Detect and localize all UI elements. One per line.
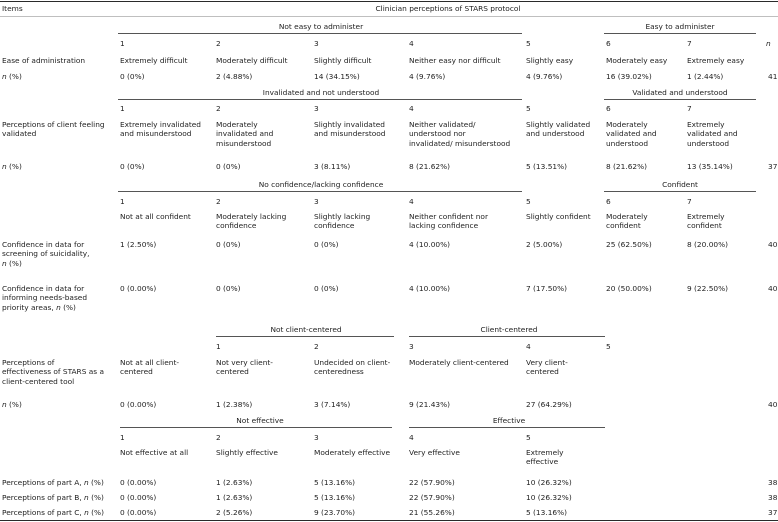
cc-group-left-rule: [216, 336, 394, 337]
eff-part-b-label: Perceptions of part B, n (%): [2, 493, 104, 502]
confidence-group-right-rule: [604, 191, 756, 192]
validated-scale-2: 2: [216, 104, 221, 113]
eff-label-4: Very effective: [409, 448, 460, 457]
cc-group-yes: Client-centered: [480, 325, 538, 334]
validated-value-6: 8 (21.62%): [606, 162, 647, 171]
ease-label-1: Extremely difficult: [120, 56, 188, 65]
cc-value-1: 0 (0.00%): [120, 400, 157, 409]
confidence-needs-value-6: 20 (50.00%): [606, 284, 652, 293]
confidence-suicidality-value-2: 0 (0%): [216, 240, 241, 249]
validated-value-3: 3 (8.11%): [314, 162, 351, 171]
validated-n-label: n (%): [2, 162, 22, 171]
ease-group-not-easy-rule: [118, 33, 522, 34]
eff-part-a-value-1: 0 (0.00%): [120, 478, 157, 487]
validated-group-left-rule: [118, 99, 522, 100]
ease-group-not-easy: Not easy to administer: [278, 22, 364, 31]
confidence-label-7: Extremely confident: [687, 212, 725, 231]
confidence-needs-value-3: 0 (0%): [314, 284, 339, 293]
eff-label-1: Not effective at all: [120, 448, 189, 457]
confidence-suicidality-value-7: 8 (20.00%): [687, 240, 728, 249]
validated-scale-7: 7: [687, 104, 692, 113]
cc-value-3: 3 (7.14%): [314, 400, 351, 409]
validated-label-3: Slightly invalidated and misunderstood: [314, 120, 386, 139]
ease-scale-5: 5: [526, 39, 531, 48]
eff-scale-2: 2: [216, 433, 221, 442]
ease-scale-6: 6: [606, 39, 611, 48]
confidence-needs-value-1: 0 (0.00%): [120, 284, 157, 293]
eff-scale-3: 3: [314, 433, 319, 442]
confidence-scale-7: 7: [687, 197, 692, 206]
eff-group-yes: Effective: [492, 416, 526, 425]
eff-part-a-value-3: 5 (13.16%): [314, 478, 355, 487]
ease-value-3: 14 (34.15%): [314, 72, 360, 81]
validated-label-6: Moderately validated and understood: [606, 120, 657, 148]
cc-n-value: 40: [768, 400, 778, 409]
ease-scale-2: 2: [216, 39, 221, 48]
validated-label-7: Extremely validated and understood: [687, 120, 738, 148]
validated-group-right-rule: [604, 99, 756, 100]
eff-part-c-value-5: 5 (13.16%): [526, 508, 567, 517]
confidence-label-5: Slightly confident: [526, 212, 591, 221]
confidence-suicidality-value-1: 1 (2.50%): [120, 240, 157, 249]
eff-part-c-value-1: 0 (0.00%): [120, 508, 157, 517]
validated-value-4: 8 (21.62%): [409, 162, 450, 171]
confidence-group-lacking: No confidence/lacking confidence: [258, 180, 384, 189]
eff-label-5: Extremely effective: [526, 448, 564, 467]
cc-row-label: Perceptions of effectiveness of STARS as a client-centered tool: [2, 358, 104, 386]
cc-group-not: Not client-centered: [270, 325, 342, 334]
eff-group-right-rule: [409, 427, 605, 428]
cc-group-right-rule: [409, 336, 605, 337]
ease-group-easy: Easy to administer: [645, 22, 715, 31]
table-bottom-rule: [0, 520, 778, 521]
ease-scale-3: 3: [314, 39, 319, 48]
validated-value-7: 13 (35.14%): [687, 162, 733, 171]
confidence-scale-1: 1: [120, 197, 125, 206]
cc-n-label: n (%): [2, 400, 22, 409]
cc-label-4: Moderately client-centered: [409, 358, 509, 367]
cc-value-4: 9 (21.43%): [409, 400, 450, 409]
validated-label-4: Neither validated/ understood nor invalidated/ misunderstood: [409, 120, 511, 148]
confidence-scale-2: 2: [216, 197, 221, 206]
eff-scale-1: 1: [120, 433, 125, 442]
eff-part-b-value-4: 22 (57.90%): [409, 493, 455, 502]
confidence-label-4: Neither confident nor lacking confidence: [409, 212, 488, 231]
items-header: Items: [2, 4, 23, 13]
confidence-needs-value-5: 7 (17.50%): [526, 284, 567, 293]
eff-part-a-value-5: 10 (26.32%): [526, 478, 572, 487]
ease-value-4: 4 (9.76%): [409, 72, 446, 81]
ease-value-7: 1 (2.44%): [687, 72, 724, 81]
validated-row-label: Perceptions of client feeling validated: [2, 120, 105, 139]
confidence-scale-6: 6: [606, 197, 611, 206]
confidence-needs-label: Confidence in data for informing needs-based priority areas, n (%): [2, 284, 88, 312]
ease-scale-7: 7: [687, 39, 692, 48]
confidence-needs-n: 40: [768, 284, 778, 293]
confidence-scale-3: 3: [314, 197, 319, 206]
validated-n-value: 37: [768, 162, 778, 171]
eff-group-not: Not effective: [236, 416, 284, 425]
confidence-scale-5: 5: [526, 197, 531, 206]
cc-value-2: 1 (2.38%): [216, 400, 253, 409]
confidence-label-3: Slightly lacking confidence: [314, 212, 371, 231]
validated-scale-3: 3: [314, 104, 319, 113]
cc-scale-4: 4: [526, 342, 531, 351]
eff-part-b-value-2: 1 (2.63%): [216, 493, 253, 502]
validated-scale-4: 4: [409, 104, 414, 113]
ease-label-3: Slightly difficult: [314, 56, 372, 65]
ease-scale-1: 1: [120, 39, 125, 48]
confidence-needs-value-2: 0 (0%): [216, 284, 241, 293]
validated-scale-6: 6: [606, 104, 611, 113]
cc-label-3: Undecided on client- centeredness: [314, 358, 391, 377]
confidence-suicidality-value-4: 4 (10.00%): [409, 240, 450, 249]
eff-part-b-value-5: 10 (26.32%): [526, 493, 572, 502]
eff-part-c-n: 37: [768, 508, 778, 517]
confidence-label-2: Moderately lacking confidence: [216, 212, 287, 231]
eff-part-a-label: Perceptions of part A, n (%): [2, 478, 104, 487]
confidence-suicidality-value-6: 25 (62.50%): [606, 240, 652, 249]
ease-label-2: Moderately difficult: [216, 56, 288, 65]
confidence-suicidality-value-5: 2 (5.00%): [526, 240, 563, 249]
eff-part-b-n: 38: [768, 493, 778, 502]
confidence-suicidality-label: Confidence in data for screening of suicidality, n (%): [2, 240, 90, 268]
confidence-needs-value-4: 4 (10.00%): [409, 284, 450, 293]
ease-n-value: 41: [768, 72, 778, 81]
cc-scale-1: 1: [216, 342, 221, 351]
eff-label-3: Moderately effective: [314, 448, 391, 457]
table-top-rule: [0, 1, 778, 2]
validated-scale-5: 5: [526, 104, 531, 113]
confidence-label-6: Moderately confident: [606, 212, 648, 231]
confidence-scale-4: 4: [409, 197, 414, 206]
eff-group-left-rule: [120, 427, 392, 428]
eff-part-c-value-4: 21 (55.26%): [409, 508, 455, 517]
ease-label-5: Slightly easy: [526, 56, 574, 65]
n-column-header: n: [766, 39, 771, 48]
ease-group-easy-rule: [604, 33, 756, 34]
eff-part-b-value-1: 0 (0.00%): [120, 493, 157, 502]
validated-value-5: 5 (13.51%): [526, 162, 567, 171]
validated-group-validated: Validated and understood: [632, 88, 728, 97]
confidence-label-1: Not at all confident: [120, 212, 191, 221]
ease-label-7: Extremely easy: [687, 56, 745, 65]
confidence-suicidality-n: 40: [768, 240, 778, 249]
eff-scale-5: 5: [526, 433, 531, 442]
confidence-group-left-rule: [118, 191, 522, 192]
cc-scale-3: 3: [409, 342, 414, 351]
validated-value-2: 0 (0%): [216, 162, 241, 171]
validated-label-1: Extremely invalidated and misunderstood: [120, 120, 201, 139]
validated-label-5: Slightly validated and understood: [526, 120, 591, 139]
ease-label-4: Neither easy nor difficult: [409, 56, 501, 65]
ease-n-label: n (%): [2, 72, 22, 81]
eff-scale-4: 4: [409, 433, 414, 442]
validated-value-1: 0 (0%): [120, 162, 145, 171]
validated-label-2: Moderately invalidated and misunderstood: [216, 120, 274, 148]
eff-part-a-n: 38: [768, 478, 778, 487]
ease-value-2: 2 (4.88%): [216, 72, 253, 81]
cc-value-5: 27 (64.29%): [526, 400, 572, 409]
ease-value-6: 16 (39.02%): [606, 72, 652, 81]
confidence-group-confident: Confident: [662, 180, 698, 189]
eff-part-c-value-2: 2 (5.26%): [216, 508, 253, 517]
confidence-suicidality-value-3: 0 (0%): [314, 240, 339, 249]
ease-scale-4: 4: [409, 39, 414, 48]
validated-group-invalidated: Invalidated and not understood: [262, 88, 380, 97]
cc-label-5: Very client- centered: [526, 358, 568, 377]
cc-label-2: Not very client- centered: [216, 358, 273, 377]
eff-part-b-value-3: 5 (13.16%): [314, 493, 355, 502]
cc-label-1: Not at all client- centered: [120, 358, 180, 377]
confidence-needs-value-7: 9 (22.50%): [687, 284, 728, 293]
eff-label-2: Slightly effective: [216, 448, 278, 457]
ease-row-label: Ease of administration: [2, 56, 86, 65]
cc-scale-5: 5: [606, 342, 611, 351]
cc-scale-2: 2: [314, 342, 319, 351]
header-rule: [0, 16, 778, 17]
eff-part-a-value-4: 22 (57.90%): [409, 478, 455, 487]
ease-value-1: 0 (0%): [120, 72, 145, 81]
eff-part-a-value-2: 1 (2.63%): [216, 478, 253, 487]
ease-label-6: Moderately easy: [606, 56, 668, 65]
validated-scale-1: 1: [120, 104, 125, 113]
ease-value-5: 4 (9.76%): [526, 72, 563, 81]
table-title: Clinician perceptions of STARS protocol: [375, 4, 521, 13]
eff-part-c-label: Perceptions of part C, n (%): [2, 508, 104, 517]
eff-part-c-value-3: 9 (23.70%): [314, 508, 355, 517]
